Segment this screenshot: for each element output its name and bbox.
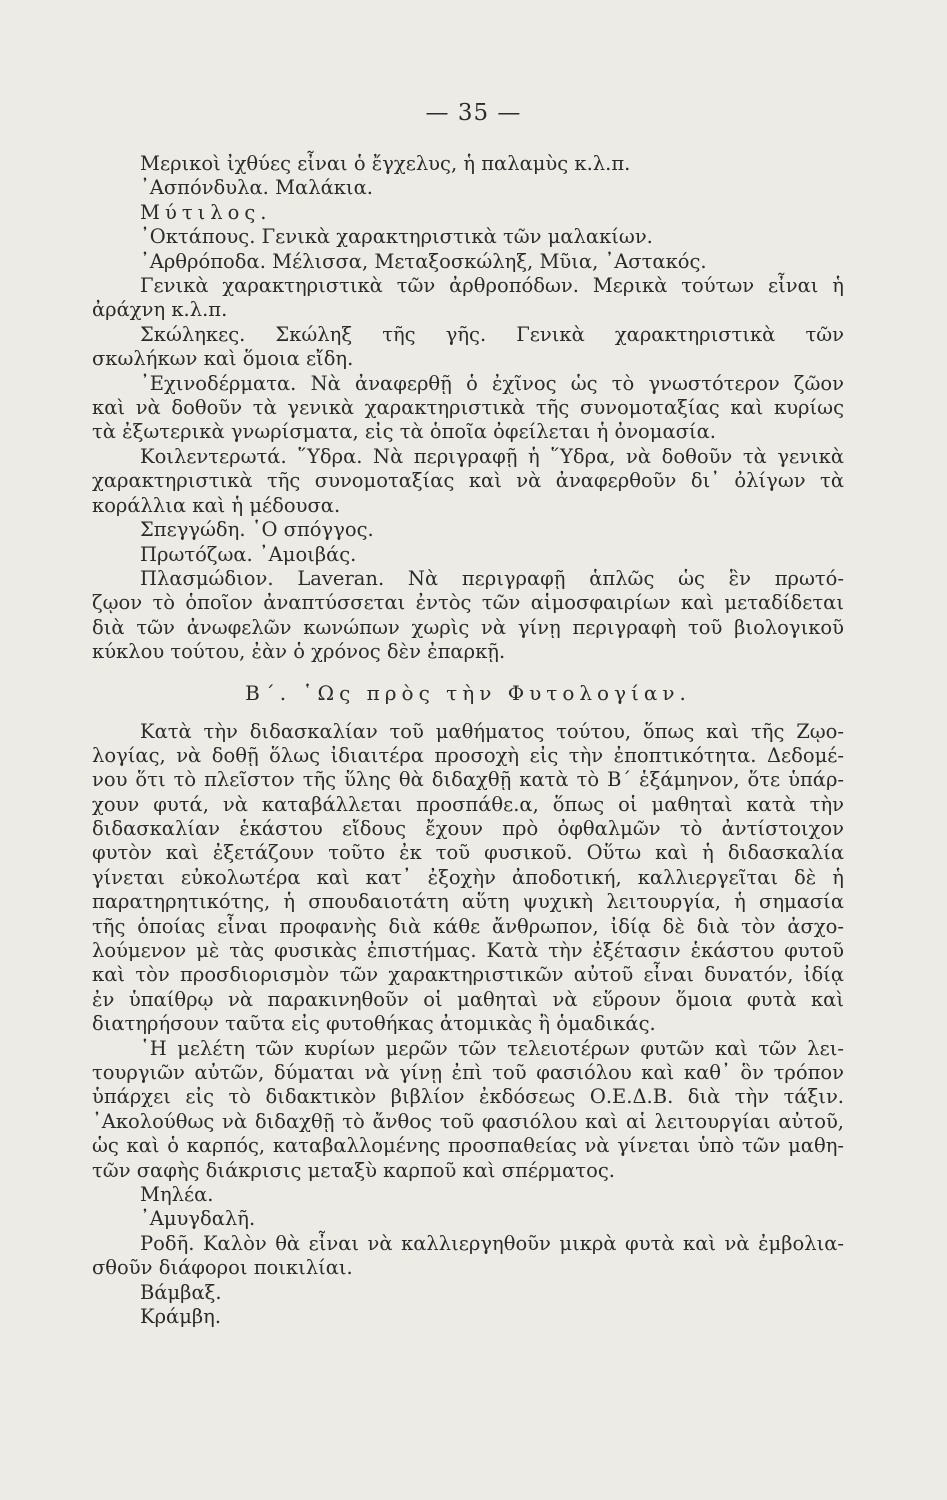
text-line: χουν φυτά, νὰ καταβάλλεται προσπάθε.α, ὅπως οἱ μαθηταὶ κατὰ τὴν	[92, 792, 844, 816]
section-zoology-list	[92, 152, 844, 665]
text-line: σθοῦν διάφοροι ποικιλίαι.	[92, 1256, 353, 1280]
text-line: καὶ νὰ δοθοῦν τὰ γενικὰ χαρακτηριστικὰ τῆς συνομοταξίας καὶ κυρίως	[92, 396, 844, 420]
text-line: σκωλήκων καὶ ὅμοια εἴδη.	[92, 347, 354, 371]
text-line: ἐν ὑπαίθρῳ νὰ παρακινηθοῦν οἱ μαθηταὶ νὰ εὕρουν ὅμοια φυτὰ καὶ	[92, 987, 844, 1011]
text-line: Σπεγγώδη. ῾Ο σπόγγος.	[140, 518, 374, 542]
text-line: Μηλέα.	[140, 1182, 214, 1206]
text-line: λούμενον μὲ τὰς φυσικὰς ἐπιστήμας. Κατὰ τὴν ἐξέτασιν ἑκάστου φυτοῦ	[92, 939, 844, 963]
text-line: Κατὰ τὴν διδασκαλίαν τοῦ μαθήματος τούτου, ὅπως καὶ τῆς Ζῳο-	[140, 719, 844, 743]
text-line: τουργιῶν αὐτῶν, δύμαται νὰ γίνῃ ἐπὶ τοῦ φασιόλου καὶ καθ᾿ ὃν τρόπον	[92, 1061, 844, 1084]
text-line: Μύτιλος.	[140, 200, 272, 224]
text-line: διδασκαλίαν ἑκάστου εἴδους ἔχουν πρὸ ὀφθαλμῶν τὸ ἀντίστοιχον	[92, 817, 844, 841]
text-line: ᾿Αμυγδαλῆ.	[140, 1207, 256, 1231]
text-line: Σκώληκες. Σκώληξ τῆς γῆς. Γενικὰ χαρακτηριστικὰ τῶν	[140, 322, 844, 346]
section-phytology-text	[92, 720, 844, 1330]
section-heading-phytology: Β΄. ῾Ως πρὸς τὴν Φυτολογίαν.	[245, 680, 691, 705]
text-line: Κράμβη.	[140, 1304, 222, 1328]
page-body	[92, 152, 844, 1329]
text-line: χαρακτηριστικὰ τῆς συνομοταξίας καὶ νὰ ἀναφερθοῦν δι᾿ ὀλίγων τὰ	[92, 469, 844, 493]
text-line: ᾿Αρθρόποδα. Μέλισσα, Μεταξοσκώληξ, Μῦια, ᾿Αστακός.	[140, 249, 707, 273]
text-line: Κοιλεντερωτά. ῞Υδρα. Νὰ περιγραφῇ ἡ ῞Υδρα, νὰ δοθοῦν τὰ γενικὰ	[140, 444, 844, 468]
text-line: ἀράχνη κ.λ.π.	[92, 298, 228, 322]
text-line: Ροδῆ. Καλὸν θὰ εἶναι νὰ καλλιεργηθοῦν μικρὰ φυτὰ καὶ νὰ ἐμβολια-	[140, 1231, 844, 1255]
text-line: παρατηρητικότης, ἡ σπουδαιοτάτη αὕτη ψυχικὴ λειτουργία, ἡ σημασία	[92, 890, 844, 914]
text-line: ὡς καὶ ὁ καρπός, καταβαλλομένης προσπαθείας νὰ γίνεται ὑπὸ τῶν μαθη-	[92, 1134, 844, 1158]
text-line: Βάμβαξ.	[140, 1280, 222, 1304]
text-line: τῶν σαφὴς διάκρισις μεταξὺ καρποῦ καὶ σπέρματος.	[92, 1158, 615, 1182]
text-line: ᾿Οκτάπους. Γενικὰ χαρακτηριστικὰ τῶν μαλακίων.	[140, 225, 653, 249]
text-line: διατηρήσουν ταῦτα εἰς φυτοθήκας ἀτομικὰς ἢ ὁμαδικάς.	[92, 1012, 656, 1036]
text-line: φυτὸν καὶ ἐξετάζουν τοῦτο ἐκ τοῦ φυσικοῦ. Οὕτω καὶ ἡ διδασκαλία	[92, 841, 844, 865]
text-line: καὶ τὸν προσδιορισμὸν τῶν χαρακτηριστικῶν αὐτοῦ εἶναι δυνατόν, ἰδίᾳ	[92, 963, 844, 987]
text-line: Πλασμώδιον. Laveran. Νὰ περιγραφῇ ἁπλῶς ὡς ἓν πρωτό-	[140, 566, 844, 590]
text-line: Μερικοὶ ἰχθύες εἶναι ὁ ἔγχελυς, ἡ παλαμὺς κ.λ.π.	[140, 152, 631, 175]
text-line: νου ὅτι τὸ πλεῖστον τῆς ὕλης θὰ διδαχθῇ κατὰ τὸ Β΄ ἑξάμηνον, ὅτε ὑπάρ-	[92, 768, 844, 792]
text-line: λογίας, νὰ δοθῇ ὅλως ἰδιαιτέρα προσοχὴ εἰς τὴν ἐποπτικότητα. Δεδομέ-	[92, 743, 844, 767]
page-number: — 35 —	[425, 100, 522, 126]
text-line: κύκλου τούτου, ἐὰν ὁ χρόνος δὲν ἐπαρκῇ.	[92, 640, 506, 664]
text-line: ῾Η μελέτη τῶν κυρίων μερῶν τῶν τελειοτέρων φυτῶν καὶ τῶν λει-	[140, 1036, 844, 1060]
text-line: τῆς ὁποίας εἶναι προφανὴς διὰ κάθε ἄνθρωπον, ἰδίᾳ δὲ διὰ τὸν ἀσχο-	[92, 914, 844, 938]
text-line: ζῳον τὸ ὁποῖον ἀναπτύσσεται ἐντὸς τῶν αἱμοσφαιρίων καὶ μεταδίδεται	[92, 591, 844, 615]
text-line: διὰ τῶν ἀνωφελῶν κωνώπων χωρὶς νὰ γίνῃ περιγραφὴ τοῦ βιολογικοῦ	[92, 615, 844, 639]
text-line: τὰ ἐξωτερικὰ γνωρίσματα, εἰς τὰ ὁποῖα ὀφείλεται ἡ ὀνομασία.	[92, 420, 716, 444]
text-line: Γενικὰ χαρακτηριστικὰ τῶν ἀρθροπόδων. Μερικὰ τούτων εἶναι ἡ	[140, 274, 844, 298]
text-line: γίνεται εὐκολωτέρα καὶ κατ᾿ ἐξοχὴν ἀποδοτική, καλλιεργεῖται δὲ ἡ	[92, 865, 844, 889]
text-line: Πρωτόζωα. ᾿Αμοιβάς.	[140, 542, 357, 566]
text-line: ᾿Εχινοδέρματα. Νὰ ἀναφερθῇ ὁ ἐχῖνος ὡς τὸ γνωστότερον ζῶον	[140, 371, 844, 395]
text-line: ᾿Ακολούθως νὰ διδαχθῇ τὸ ἄνθος τοῦ φασιόλου καὶ αἱ λειτουργίαι αὐτοῦ,	[92, 1109, 844, 1133]
text-line: κοράλλια καὶ ἡ μέδουσα.	[92, 493, 341, 517]
text-line: ὑπάρχει εἰς τὸ διδακτικὸν βιβλίον ἐκδόσεως Ο.Ε.Δ.Β. διὰ τὴν τάξιν.	[92, 1085, 844, 1109]
text-line: ᾿Ασπόνδυλα. Μαλάκια.	[140, 176, 373, 200]
